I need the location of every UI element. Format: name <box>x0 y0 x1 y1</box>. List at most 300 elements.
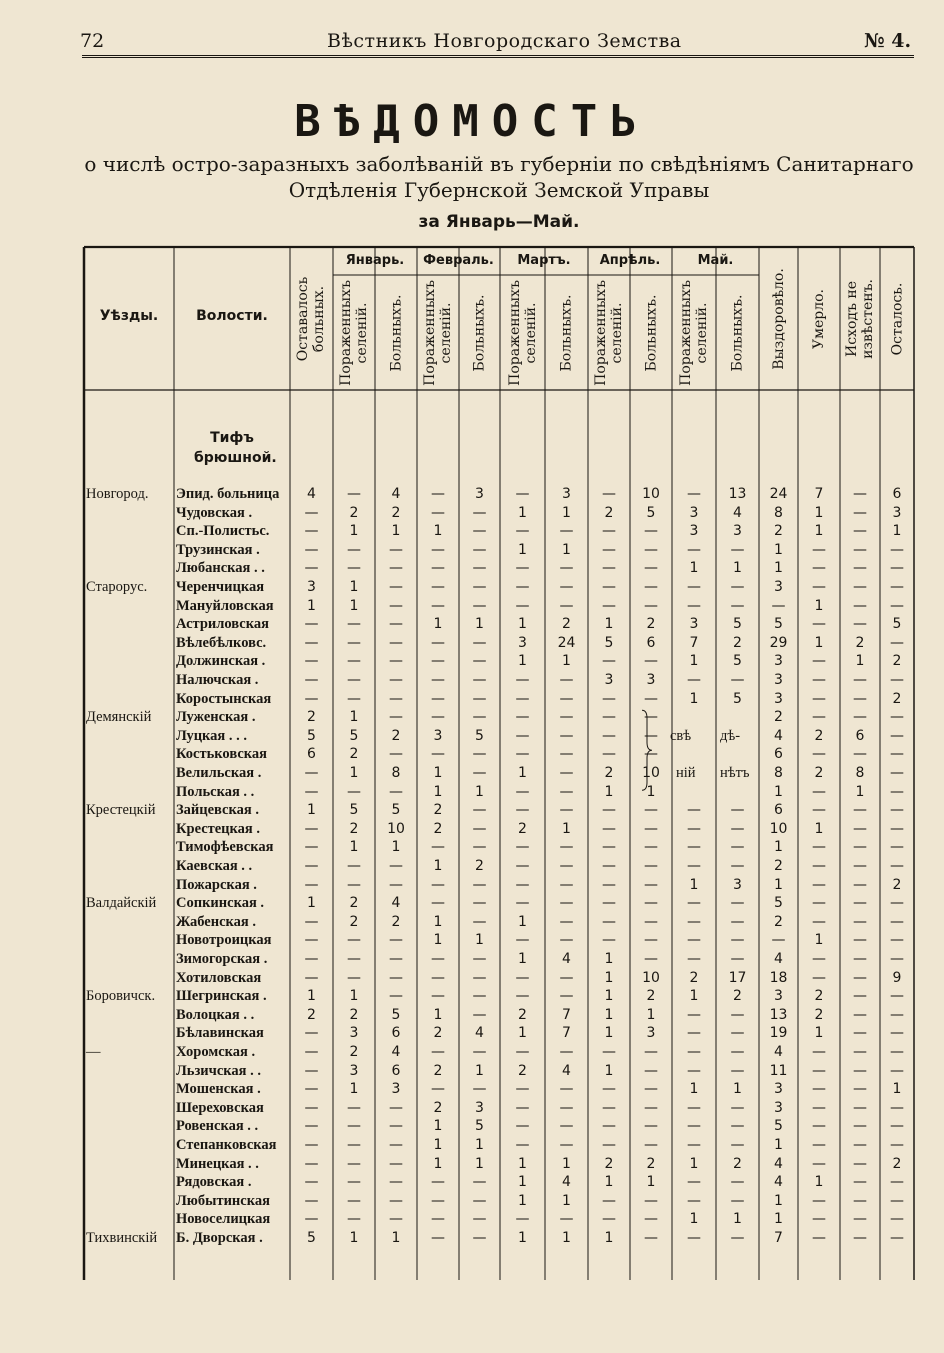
table-cell: 6 <box>391 1025 401 1042</box>
table-cell: — <box>304 913 319 930</box>
table-cell: 1 <box>814 1025 824 1042</box>
table-cell: — <box>853 876 867 893</box>
table-cell: 2 <box>646 1155 656 1172</box>
table-cell: — <box>687 1137 701 1153</box>
table-cell: — <box>347 1192 361 1209</box>
table-cell: — <box>853 709 867 726</box>
table-cell: — <box>431 653 445 670</box>
table-cell: 1 <box>774 541 783 558</box>
table-cell: — <box>687 1174 701 1191</box>
table-cell: — <box>812 690 826 707</box>
table-cell: 1 <box>349 523 359 540</box>
table-cell: 1 <box>855 783 865 800</box>
period-label: за Январь—Май. <box>418 212 580 232</box>
table-cell: 2 <box>433 1025 443 1042</box>
table-cell: — <box>730 858 745 874</box>
volost-label: Должинская . <box>176 653 266 670</box>
table-cell: — <box>515 783 530 800</box>
table-cell: 1 <box>774 1211 783 1228</box>
table-cell: — <box>347 690 361 707</box>
table-cell: 4 <box>307 486 316 502</box>
table-cell: — <box>389 672 403 688</box>
table-cell: 1 <box>774 560 783 577</box>
table-cell: — <box>472 969 487 986</box>
table-cell: 8 <box>774 765 783 781</box>
table-cell: 1 <box>733 560 742 577</box>
table-cell: — <box>890 1025 904 1042</box>
table-cell: — <box>304 634 319 651</box>
table-cell: 1 <box>349 988 359 1005</box>
table-cell: — <box>389 616 403 633</box>
table-cell: — <box>687 597 701 614</box>
table-cell: 1 <box>814 634 824 651</box>
volost-label: Эпид. больница <box>176 486 280 502</box>
table-cell: — <box>853 988 867 1005</box>
table-cell: 1 <box>349 765 359 781</box>
table-cell: — <box>347 1174 361 1191</box>
table-cell: — <box>812 1099 826 1116</box>
table-cell: 1 <box>475 1062 484 1079</box>
table-cell: 5 <box>646 504 656 521</box>
table-cell: — <box>890 1230 904 1246</box>
table-cell: 10 <box>642 765 660 781</box>
subtitle-line-1: о числѣ остро-заразныхъ заболѣваній въ губерніи по свѣдѣніямъ Санитарнаго <box>84 152 914 176</box>
table-cell: 29 <box>769 634 788 651</box>
header-umerlo <box>798 247 840 390</box>
table-cell: — <box>389 1155 403 1172</box>
table-cell: 4 <box>774 1155 783 1172</box>
table-cell: — <box>431 541 445 558</box>
table-cell: — <box>890 1062 904 1079</box>
table-cell: 3 <box>391 1081 401 1098</box>
table-cell: 1 <box>349 579 359 595</box>
volost-label: Шегринская . <box>176 988 267 1005</box>
table-cell: 3 <box>774 579 783 595</box>
header-vyzdor <box>759 247 798 390</box>
header-uezd: Уѣзды. <box>99 308 159 324</box>
volost-label: Жабенская . <box>176 913 256 930</box>
header-month: Мартъ. <box>517 253 571 268</box>
table-cell: — <box>559 579 574 595</box>
table-cell: 1 <box>604 1025 614 1042</box>
table-cell: 4 <box>475 1025 484 1042</box>
table-cell: 1 <box>518 1174 527 1191</box>
volost-label: Минецкая . . <box>176 1155 259 1172</box>
table-cell: — <box>853 932 867 949</box>
table-cell: — <box>812 1118 826 1135</box>
table-cell: — <box>853 1155 867 1172</box>
table-cell: — <box>304 672 319 688</box>
volost-label: Ровенская . . <box>176 1118 259 1135</box>
table-cell: — <box>472 504 487 521</box>
volost-label: Любытинская <box>176 1192 270 1209</box>
table-cell: 3 <box>892 504 902 521</box>
table-cell: — <box>304 1211 319 1228</box>
table-cell: 5 <box>774 616 783 633</box>
table-cell: 3 <box>733 523 742 540</box>
table-cell: — <box>602 1044 616 1060</box>
table-cell: — <box>389 1137 403 1153</box>
table-cell: — <box>853 1118 867 1135</box>
table-cell: — <box>890 560 904 577</box>
table-cell: 1 <box>433 932 443 949</box>
table-cell: — <box>853 1081 867 1098</box>
table-cell: — <box>347 1211 361 1228</box>
table-cell: — <box>431 1044 445 1060</box>
volost-label: Луженская . <box>176 709 256 726</box>
table-cell: 13 <box>769 1006 788 1023</box>
table-cell: — <box>515 579 530 595</box>
table-cell: 1 <box>433 765 443 781</box>
table-cell: 2 <box>604 504 614 521</box>
table-cell: — <box>812 616 826 633</box>
table-cell: — <box>304 932 319 949</box>
table-cell: 1 <box>518 1155 527 1172</box>
table-cell: — <box>515 969 530 986</box>
table-cell: — <box>853 597 867 614</box>
table-cell: 1 <box>814 597 824 614</box>
table-cell: — <box>515 727 530 744</box>
table-cell: — <box>853 1062 867 1079</box>
volost-label: Мануйловская <box>176 597 274 614</box>
table-cell: — <box>472 820 487 837</box>
table-cell: 1 <box>391 839 401 856</box>
table-cell: — <box>389 541 403 558</box>
table-cell: — <box>389 969 403 986</box>
table-cell: 1 <box>814 523 824 540</box>
table-cell: — <box>515 895 530 912</box>
table-cell: 1 <box>518 653 527 670</box>
table-cell: — <box>771 597 786 614</box>
table-cell: — <box>602 541 616 558</box>
table-cell: 1 <box>689 1155 699 1172</box>
table-cell: — <box>644 1211 658 1228</box>
table-cell: — <box>890 1118 904 1135</box>
table-cell: 5 <box>475 727 484 744</box>
table-cell: — <box>602 1211 616 1228</box>
table-cell: — <box>431 1192 445 1209</box>
table-cell: — <box>853 1192 867 1209</box>
table-cell: — <box>853 523 867 540</box>
table-cell: 1 <box>646 783 656 800</box>
table-cell: 1 <box>774 876 783 893</box>
volost-label: Шереховская <box>176 1099 264 1116</box>
volost-label: Сопкинская . <box>176 895 265 912</box>
header-bolnykh-text: Больныхъ. <box>471 294 488 371</box>
table-cell: — <box>730 802 745 819</box>
table-cell: — <box>472 672 487 688</box>
volost-label: Зимогорская . <box>176 951 268 967</box>
table-cell: 5 <box>733 616 742 633</box>
volost-label: Волоцкая . . <box>176 1006 255 1023</box>
uezd-label: — <box>86 1044 101 1060</box>
header-vyzdor-text: Выздоровѣло. <box>770 267 787 370</box>
table-cell: 1 <box>892 1081 902 1098</box>
table-cell: — <box>812 746 826 763</box>
table-cell: 1 <box>475 932 484 949</box>
volost-label: Степанковская <box>176 1137 277 1153</box>
table-cell: — <box>644 653 658 670</box>
table-cell: — <box>644 1118 658 1135</box>
table-cell: 1 <box>518 616 527 633</box>
header-ostavalos <box>290 247 333 390</box>
table-cell: — <box>644 932 658 949</box>
table-cell: 2 <box>689 969 699 986</box>
table-cell: 1 <box>689 653 699 670</box>
table-cell: — <box>890 951 904 967</box>
table-cell: — <box>687 1118 701 1135</box>
table-cell: 2 <box>391 913 401 930</box>
table-cell: — <box>644 1099 658 1116</box>
volost-label: Новоселицкая <box>176 1211 271 1228</box>
table-cell: — <box>515 746 530 763</box>
table-cell: 1 <box>562 820 571 837</box>
header-porazh <box>588 275 630 390</box>
table-cell: — <box>389 597 403 614</box>
table-cell: 2 <box>518 1062 527 1079</box>
table-cell: — <box>559 765 574 781</box>
table-cell: 1 <box>604 969 614 986</box>
issue-number: № 4. <box>864 30 912 52</box>
table-cell: — <box>304 1025 319 1042</box>
table-cell: — <box>812 783 826 800</box>
table-cell: 1 <box>604 1174 614 1191</box>
table-cell: — <box>730 672 745 688</box>
table-cell: — <box>431 1174 445 1191</box>
table-cell: — <box>644 858 658 874</box>
table-cell: — <box>304 839 319 856</box>
table-cell: — <box>644 690 658 707</box>
table-cell: 7 <box>774 1230 783 1246</box>
header-porazh-text: Пораженныхъ селеній. <box>422 279 454 386</box>
table-cell: 3 <box>774 672 783 688</box>
table-cell: — <box>644 913 658 930</box>
table-cell: — <box>687 1230 701 1246</box>
header-month: Апрѣль. <box>599 253 661 268</box>
table-cell: 2 <box>349 820 359 837</box>
table-cell: — <box>644 1062 658 1079</box>
table-cell: — <box>730 1062 745 1079</box>
table-cell: 2 <box>349 1044 359 1060</box>
table-cell: 1 <box>774 783 783 800</box>
may-note: дѣ- <box>720 727 741 744</box>
table-cell: — <box>644 597 658 614</box>
table-cell: — <box>559 839 574 856</box>
table-cell: 1 <box>855 653 865 670</box>
table-cell: 2 <box>892 690 902 707</box>
table-cell: — <box>559 858 574 874</box>
table-cell: 1 <box>518 913 527 930</box>
header-month: Январь. <box>345 253 405 268</box>
table-cell: 1 <box>689 988 699 1005</box>
header-ostalos-text: Осталось. <box>889 282 905 355</box>
table-cell: — <box>812 1155 826 1172</box>
table-cell: — <box>602 1081 616 1098</box>
table-cell: — <box>559 1099 574 1116</box>
table-cell: — <box>730 1099 745 1116</box>
volost-label: Любанская . . <box>176 560 265 577</box>
table-cell: — <box>304 951 319 967</box>
table-cell: 6 <box>774 802 783 819</box>
table-cell: 1 <box>814 932 824 949</box>
table-cell: — <box>644 727 658 744</box>
table-cell: 1 <box>349 709 359 726</box>
table-cell: — <box>559 597 574 614</box>
header-bolnykh <box>459 275 500 390</box>
table-cell: 1 <box>562 1155 571 1172</box>
table-cell: — <box>347 951 361 967</box>
table-cell: — <box>890 579 904 595</box>
table-cell: — <box>730 895 745 912</box>
table-cell: — <box>853 802 867 819</box>
table-cell: — <box>853 858 867 874</box>
table-cell: 1 <box>562 1192 571 1209</box>
table-cell: 1 <box>349 597 359 614</box>
table-cell: 1 <box>814 504 824 521</box>
table-cell: 3 <box>562 486 571 502</box>
table-cell: 7 <box>689 634 699 651</box>
table-cell: — <box>431 839 445 856</box>
volost-label: Костьковская <box>176 746 267 763</box>
table-cell: 2 <box>349 1006 359 1023</box>
table-cell: — <box>559 1044 574 1060</box>
table-cell: — <box>730 839 745 856</box>
table-cell: — <box>687 802 701 819</box>
table-cell: 1 <box>604 1062 614 1079</box>
table-cell: — <box>890 1192 904 1209</box>
table-cell: — <box>431 634 445 651</box>
table-cell: — <box>389 653 403 670</box>
table-cell: 1 <box>433 1155 443 1172</box>
table-cell: 1 <box>433 523 443 540</box>
table-cell: — <box>472 634 487 651</box>
table-cell: 5 <box>774 1118 783 1135</box>
table-cell: — <box>347 1137 361 1153</box>
uezd-label: Новгород. <box>86 486 149 502</box>
table-cell: 8 <box>855 765 865 781</box>
table-cell: — <box>431 504 445 521</box>
table-cell: — <box>687 672 701 688</box>
table-cell: — <box>644 951 658 967</box>
table-cell: — <box>431 579 445 595</box>
table-cell: — <box>812 1044 826 1060</box>
table-cell: — <box>602 932 616 949</box>
table-cell: — <box>389 951 403 967</box>
table-cell: 1 <box>562 653 571 670</box>
table-cell: — <box>602 597 616 614</box>
table-cell: 1 <box>307 802 316 819</box>
table-cell: 2 <box>433 1099 443 1116</box>
table-cell: — <box>730 1044 745 1060</box>
table-cell: — <box>812 1081 826 1098</box>
table-cell: 2 <box>391 727 401 744</box>
table-cell: 4 <box>774 1174 783 1191</box>
table-cell: — <box>644 820 658 837</box>
table-cell: 1 <box>604 1230 614 1246</box>
volost-label: Бѣлавинская <box>176 1025 264 1042</box>
table-cell: — <box>389 746 403 763</box>
table-cell: — <box>853 560 867 577</box>
table-cell: — <box>472 746 487 763</box>
table-cell: 4 <box>562 951 571 967</box>
header-porazh-text: Пораженныхъ селеній. <box>506 279 539 386</box>
table-cell: 2 <box>349 746 359 763</box>
volost-label: Налючская . <box>176 672 259 688</box>
table-cell: — <box>812 895 826 912</box>
table-cell: 3 <box>774 1099 783 1116</box>
table-cell: — <box>389 690 403 707</box>
table-cell: — <box>853 1044 867 1060</box>
table-cell: — <box>644 895 658 912</box>
table-cell: — <box>389 1099 403 1116</box>
table-cell: — <box>730 541 745 558</box>
table-cell: 1 <box>814 820 824 837</box>
table-cell: — <box>472 579 487 595</box>
table-cell: — <box>890 1137 904 1153</box>
table-cell: — <box>515 932 530 949</box>
table-cell: 2 <box>733 634 742 651</box>
table-cell: — <box>602 913 616 930</box>
table-cell: 2 <box>774 858 783 874</box>
table-cell: — <box>730 1025 745 1042</box>
table-cell: 5 <box>307 1230 316 1246</box>
table-cell: 3 <box>774 690 783 707</box>
table-cell: — <box>431 486 445 502</box>
table-cell: 2 <box>604 1155 614 1172</box>
table-cell: 6 <box>774 746 783 763</box>
table-cell: — <box>472 913 487 930</box>
table-cell: — <box>853 579 867 595</box>
table-cell: — <box>890 858 904 874</box>
table-cell: 2 <box>646 616 656 633</box>
header-umerlo-text: Умерло. <box>811 288 827 349</box>
volost-label: Мошенская . <box>176 1081 261 1098</box>
table-cell: — <box>890 1044 904 1060</box>
table-cell: 2 <box>391 504 401 521</box>
table-cell: — <box>890 839 904 856</box>
table-cell: — <box>890 597 904 614</box>
table-cell: 2 <box>349 895 359 912</box>
header-porazh-text: Пораженныхъ селеній. <box>593 279 625 386</box>
table-cell: — <box>890 820 904 837</box>
journal-title: Вѣстникъ Новгородскаго Земства <box>327 30 682 52</box>
table-cell: — <box>890 541 904 558</box>
table-cell: — <box>602 523 616 540</box>
table-cell: — <box>687 839 701 856</box>
table-cell: — <box>559 690 574 707</box>
header-ishod-text: Исходъ не извѣстенъ. <box>844 278 877 359</box>
table-cell: — <box>687 1192 701 1209</box>
section-title: Тифъ брюшной. <box>194 430 277 466</box>
table-cell: 6 <box>646 634 656 651</box>
table-cell: — <box>389 876 403 893</box>
table-cell: 2 <box>307 1006 316 1023</box>
table-cell: 3 <box>733 876 742 893</box>
table-cell: — <box>687 1062 701 1079</box>
table-cell: — <box>515 802 530 819</box>
table-cell: — <box>812 1137 826 1153</box>
table-cell: 1 <box>689 1081 699 1098</box>
table-cell: — <box>304 653 319 670</box>
table-cell: 10 <box>642 486 660 502</box>
uezd-label: Старорус. <box>86 579 148 595</box>
table-cell: 1 <box>433 783 443 800</box>
table-cell: — <box>472 839 487 856</box>
table-cell: 1 <box>475 616 484 633</box>
table-cell: — <box>347 969 361 986</box>
table-cell: 5 <box>307 727 316 744</box>
table-cell: — <box>304 690 319 707</box>
